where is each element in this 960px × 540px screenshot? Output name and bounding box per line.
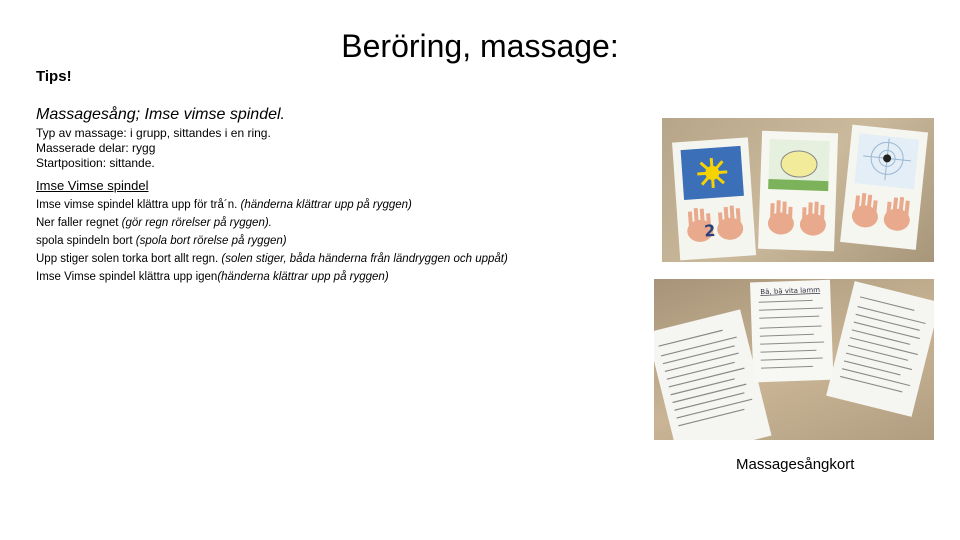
svg-text:2: 2: [703, 220, 717, 241]
massage-info: [36, 126, 271, 171]
massaged-parts: Masserade delar: rygg: [36, 141, 156, 155]
song-title: Massagesång; Imse vimse spindel.: [36, 106, 285, 123]
song-text-cards-illustration: [654, 279, 934, 440]
song-name: Imse Vimse spindel: [36, 178, 149, 193]
tips-heading: Tips!: [36, 68, 72, 85]
song-verses: [36, 196, 508, 286]
photo-caption: Massagesångkort: [736, 456, 855, 473]
verse-line: Ner faller regnet (gör regn rörelser på ryggen).: [36, 217, 272, 229]
start-position: Startposition: sittande.: [36, 156, 155, 170]
massage-type: Typ av massage: i grupp, sittandes i en ring.: [36, 126, 271, 140]
verse-line: Upp stiger solen torka bort allt regn. (solen stiger, båda händerna från ländryggen och uppåt): [36, 253, 508, 265]
song-cards-illustration: [662, 118, 934, 262]
song-text-cards-photo: [654, 279, 934, 440]
verse-line: Imse Vimse spindel klättra upp igen(händerna klättrar upp på ryggen): [36, 271, 389, 283]
verse-line: spola spindeln bort (spola bort rörelse på ryggen): [36, 235, 287, 247]
song-card-heading: Bä, bä vita lamm: [760, 286, 821, 297]
verse-line: Imse vimse spindel klättra upp för trå´n. (händerna klättrar upp på ryggen): [36, 199, 412, 211]
page-title: Beröring, massage:: [341, 28, 619, 64]
song-cards-photo: [662, 118, 934, 262]
